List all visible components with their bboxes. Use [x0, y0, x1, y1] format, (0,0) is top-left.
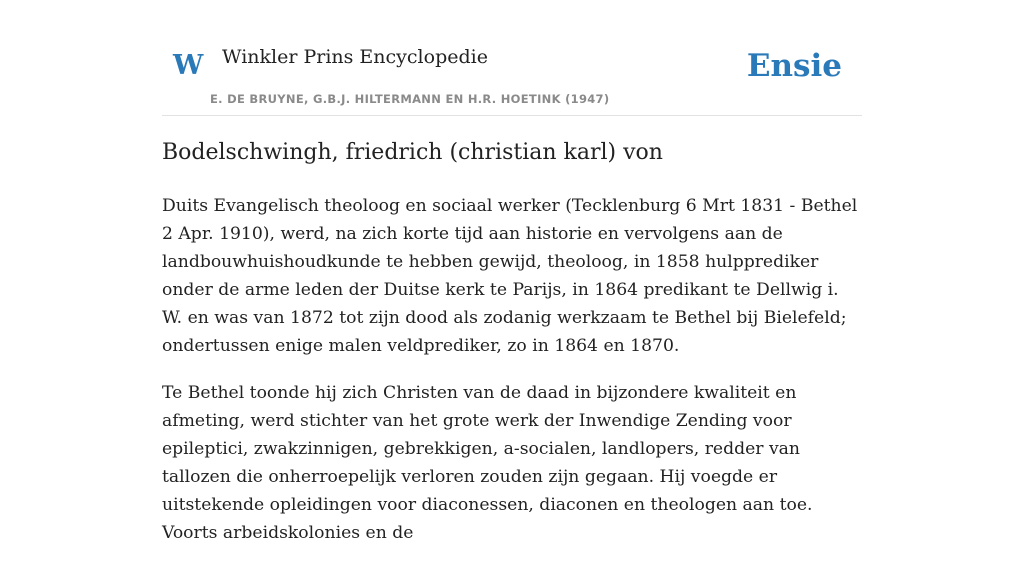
- article-body: [162, 192, 862, 566]
- article-paragraph: Te Bethel toonde hij zich Christen van de daad in bijzondere kwaliteit en afmeting, werd stichter van het grote werk der Inwendige Zending voor epileptici, zwakzinnigen, gebrekkigen, a-socialen, landlopers, redder van tallozen die onherroepelijk verloren zouden zijn gegaan. Hij voegde er uitstekende opleidingen voor diaconessen, diaconen en theologen aan toe. Voorts arbeidskolonies en de: [162, 383, 813, 543]
- publication-title[interactable]: Winkler Prins Encyclopedie: [222, 46, 488, 68]
- publication-authors: E. DE BRUYNE, G.B.J. HILTERMANN EN H.R. HOETINK (1947): [210, 92, 610, 106]
- publication-logo[interactable]: W: [173, 50, 204, 81]
- publication-header: [162, 36, 862, 116]
- article-title: Bodelschwingh, friedrich (christian karl) von: [162, 140, 663, 165]
- article-paragraph: Duits Evangelisch theoloog en sociaal werker (Tecklenburg 6 Mrt 1831 - Bethel 2 Apr. 1910), werd, na zich korte tijd aan historie en vervolgens aan de landbouwhuishoudkunde te hebben gewijd, theoloog, in 1858 hulpprediker onder de arme leden der Duitse kerk te Parijs, in 1864 predikant te Dellwig i. W. en was van 1872 tot zijn dood als zodanig werkzaam te Bethel bij Bielefeld; ondertussen enige malen veldprediker, zo in 1864 en 1870.: [162, 196, 858, 356]
- ensie-brand-logo[interactable]: Ensie: [746, 48, 842, 84]
